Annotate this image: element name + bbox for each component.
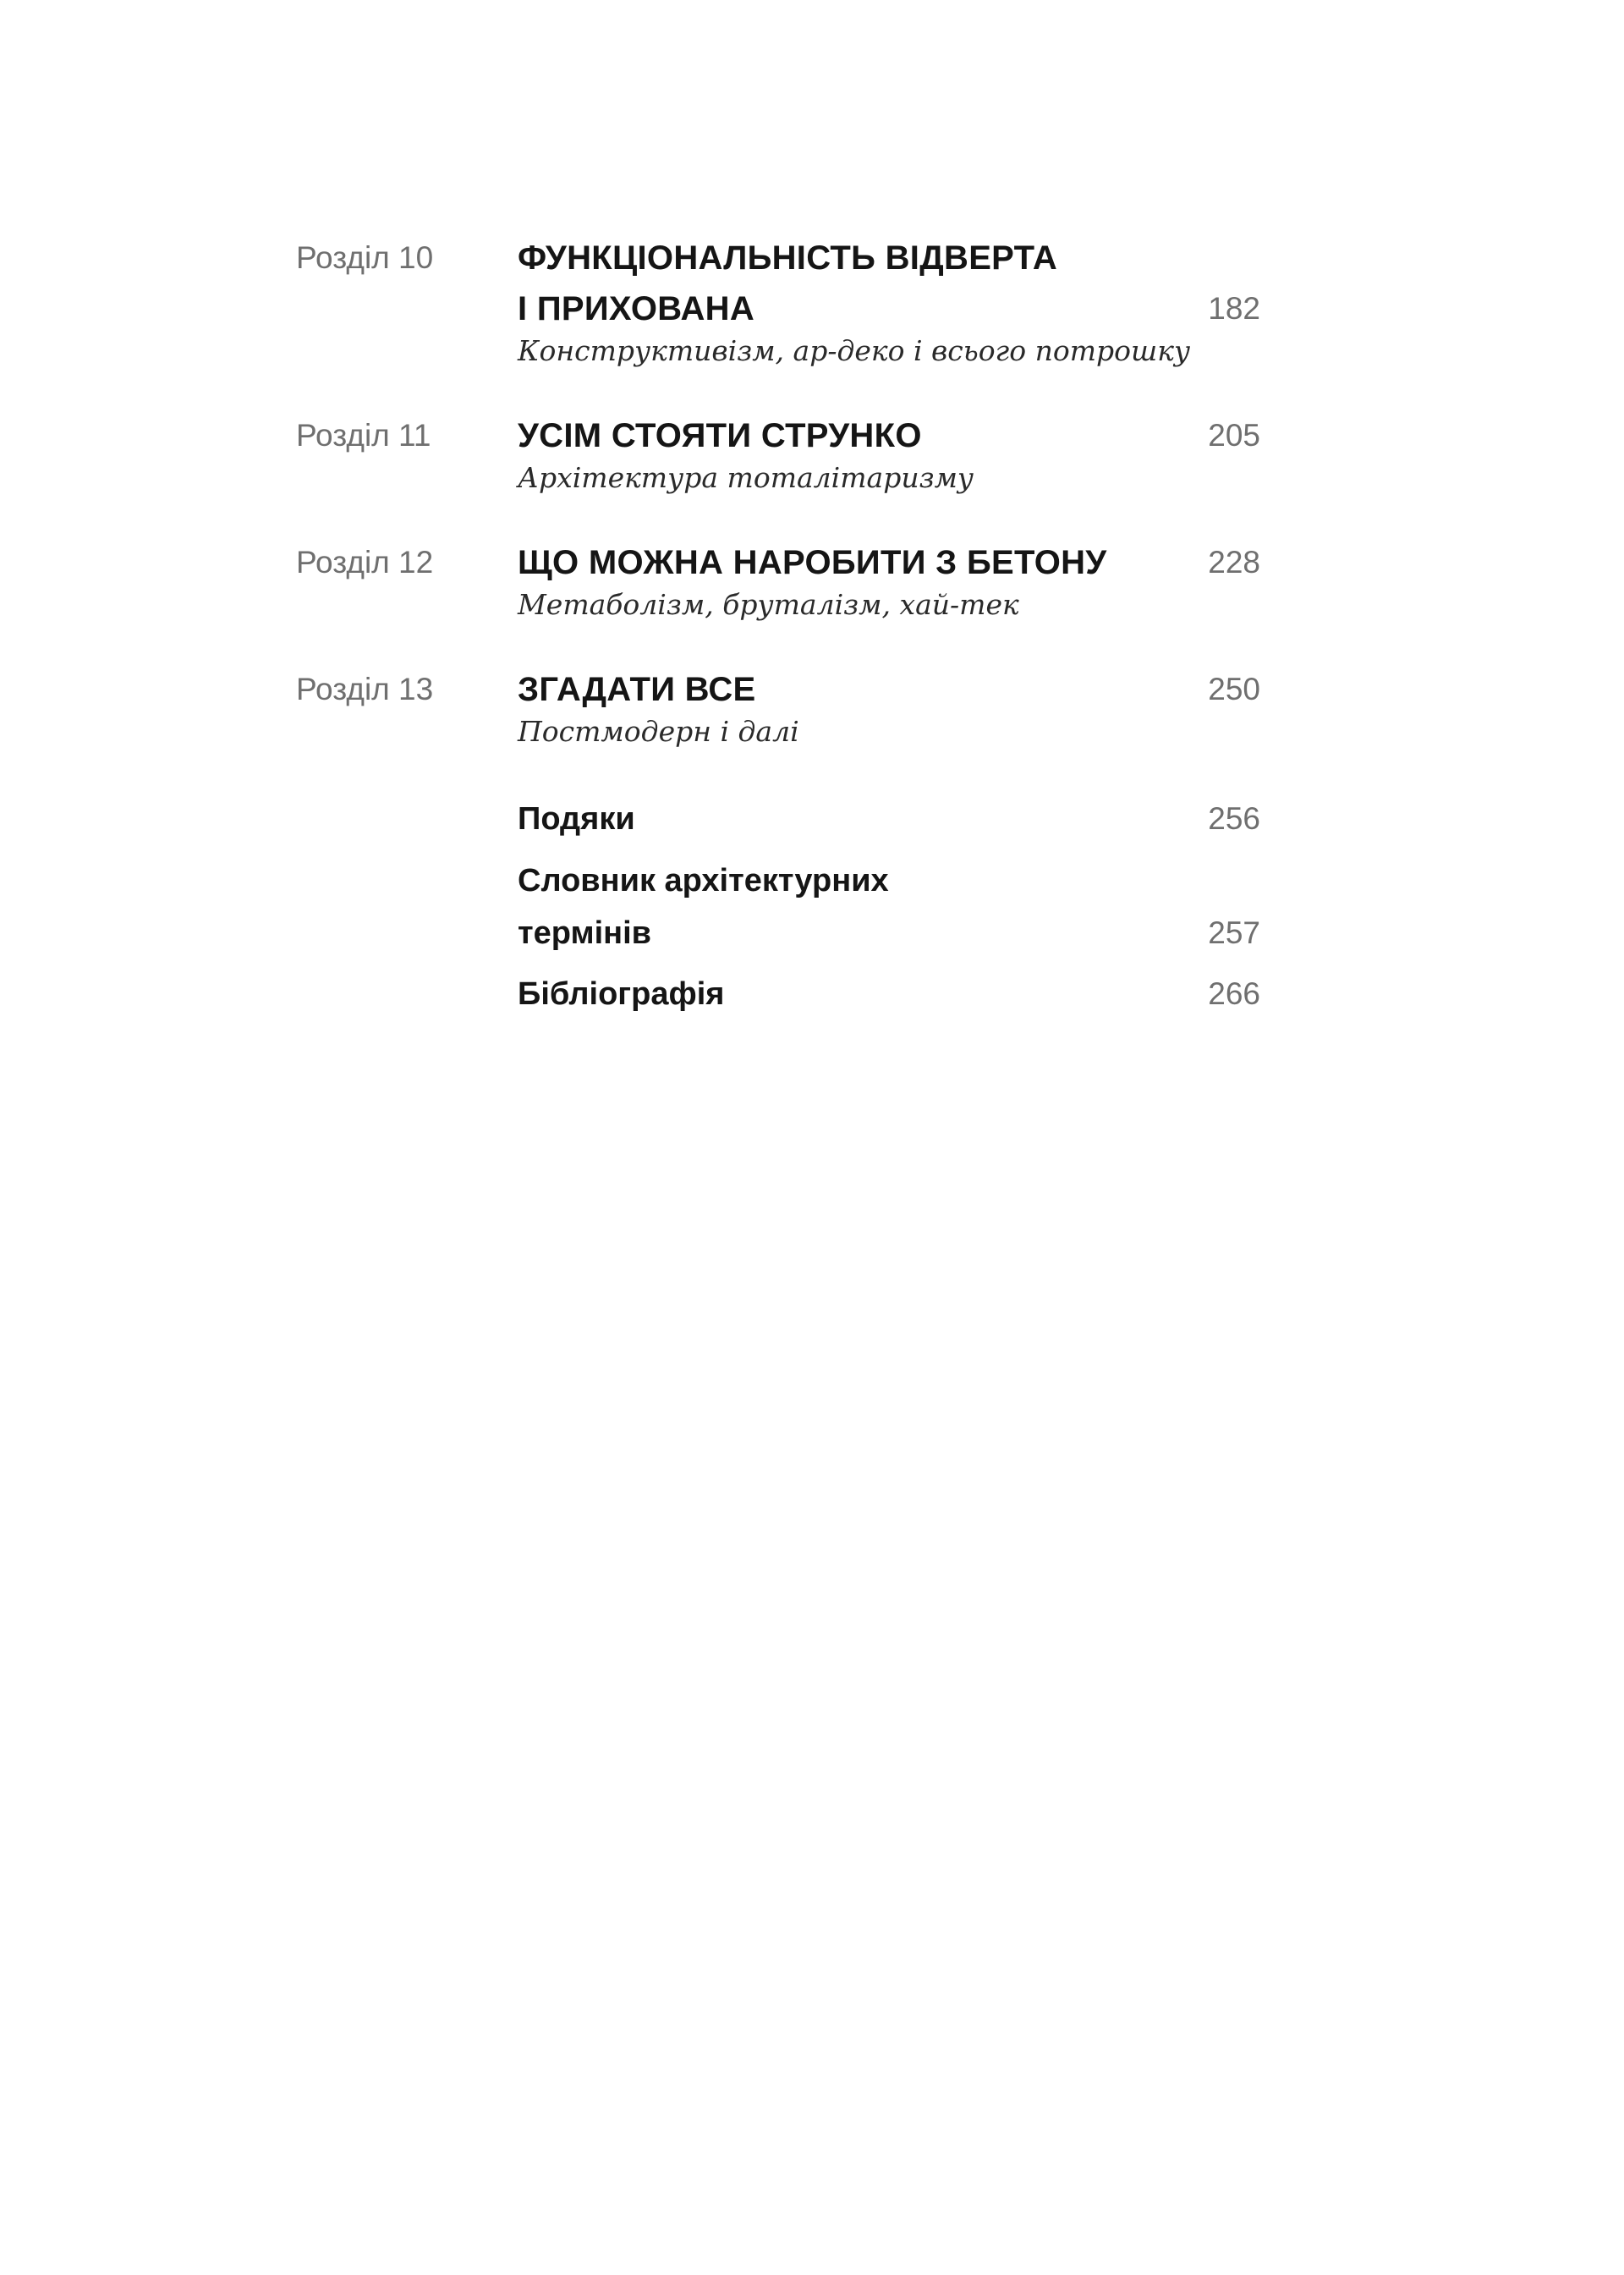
chapter-title-line: ЗГАДАТИ ВСЕ (518, 671, 756, 708)
back-matter-title-line: Бібліографія (518, 976, 725, 1012)
chapter-title (518, 410, 1177, 461)
chapter-subtitle: Конструктивізм, ар-деко і всього потрошку (518, 334, 1191, 367)
back-matter-title (518, 968, 724, 1020)
chapter-label: Розділ 13 (296, 672, 434, 706)
chapter-title-line: І ПРИХОВАНА (518, 290, 755, 327)
chapter-subtitle: Метаболізм, бруталізм, хай-тек (518, 588, 1019, 621)
chapter-label: Розділ 11 (296, 418, 431, 453)
back-matter-title (518, 854, 889, 959)
chapter-title (518, 537, 1177, 588)
chapter-title-line: ФУНКЦІОНАЛЬНІСТЬ ВІДВЕРТА (518, 239, 1058, 277)
chapter-label: Розділ 10 (296, 240, 434, 275)
chapter-title-line: ЩО МОЖНА НАРОБИТИ З БЕТОНУ (518, 544, 1107, 581)
chapter-subtitle: Архітектура тоталітаризму (518, 461, 974, 494)
page-number: 250 (1208, 672, 1260, 706)
page-number: 256 (1208, 801, 1260, 836)
back-matter-title-line: Подяки (518, 801, 635, 837)
chapter-title (518, 233, 1177, 334)
page-number: 228 (1208, 545, 1260, 580)
chapter-title (518, 664, 1177, 715)
back-matter-title-line: Словник архітектурних (518, 863, 889, 898)
back-matter-title-line: термінів (518, 915, 651, 951)
page-number: 182 (1208, 291, 1260, 326)
page-number: 257 (1208, 915, 1260, 950)
page-number: 266 (1208, 976, 1260, 1011)
chapter-label: Розділ 12 (296, 545, 434, 580)
back-matter-title (518, 793, 635, 845)
page-number: 205 (1208, 418, 1260, 453)
chapter-title-line: УСІМ СТОЯТИ СТРУНКО (518, 417, 922, 454)
chapter-subtitle: Постмодерн і далі (518, 715, 799, 748)
